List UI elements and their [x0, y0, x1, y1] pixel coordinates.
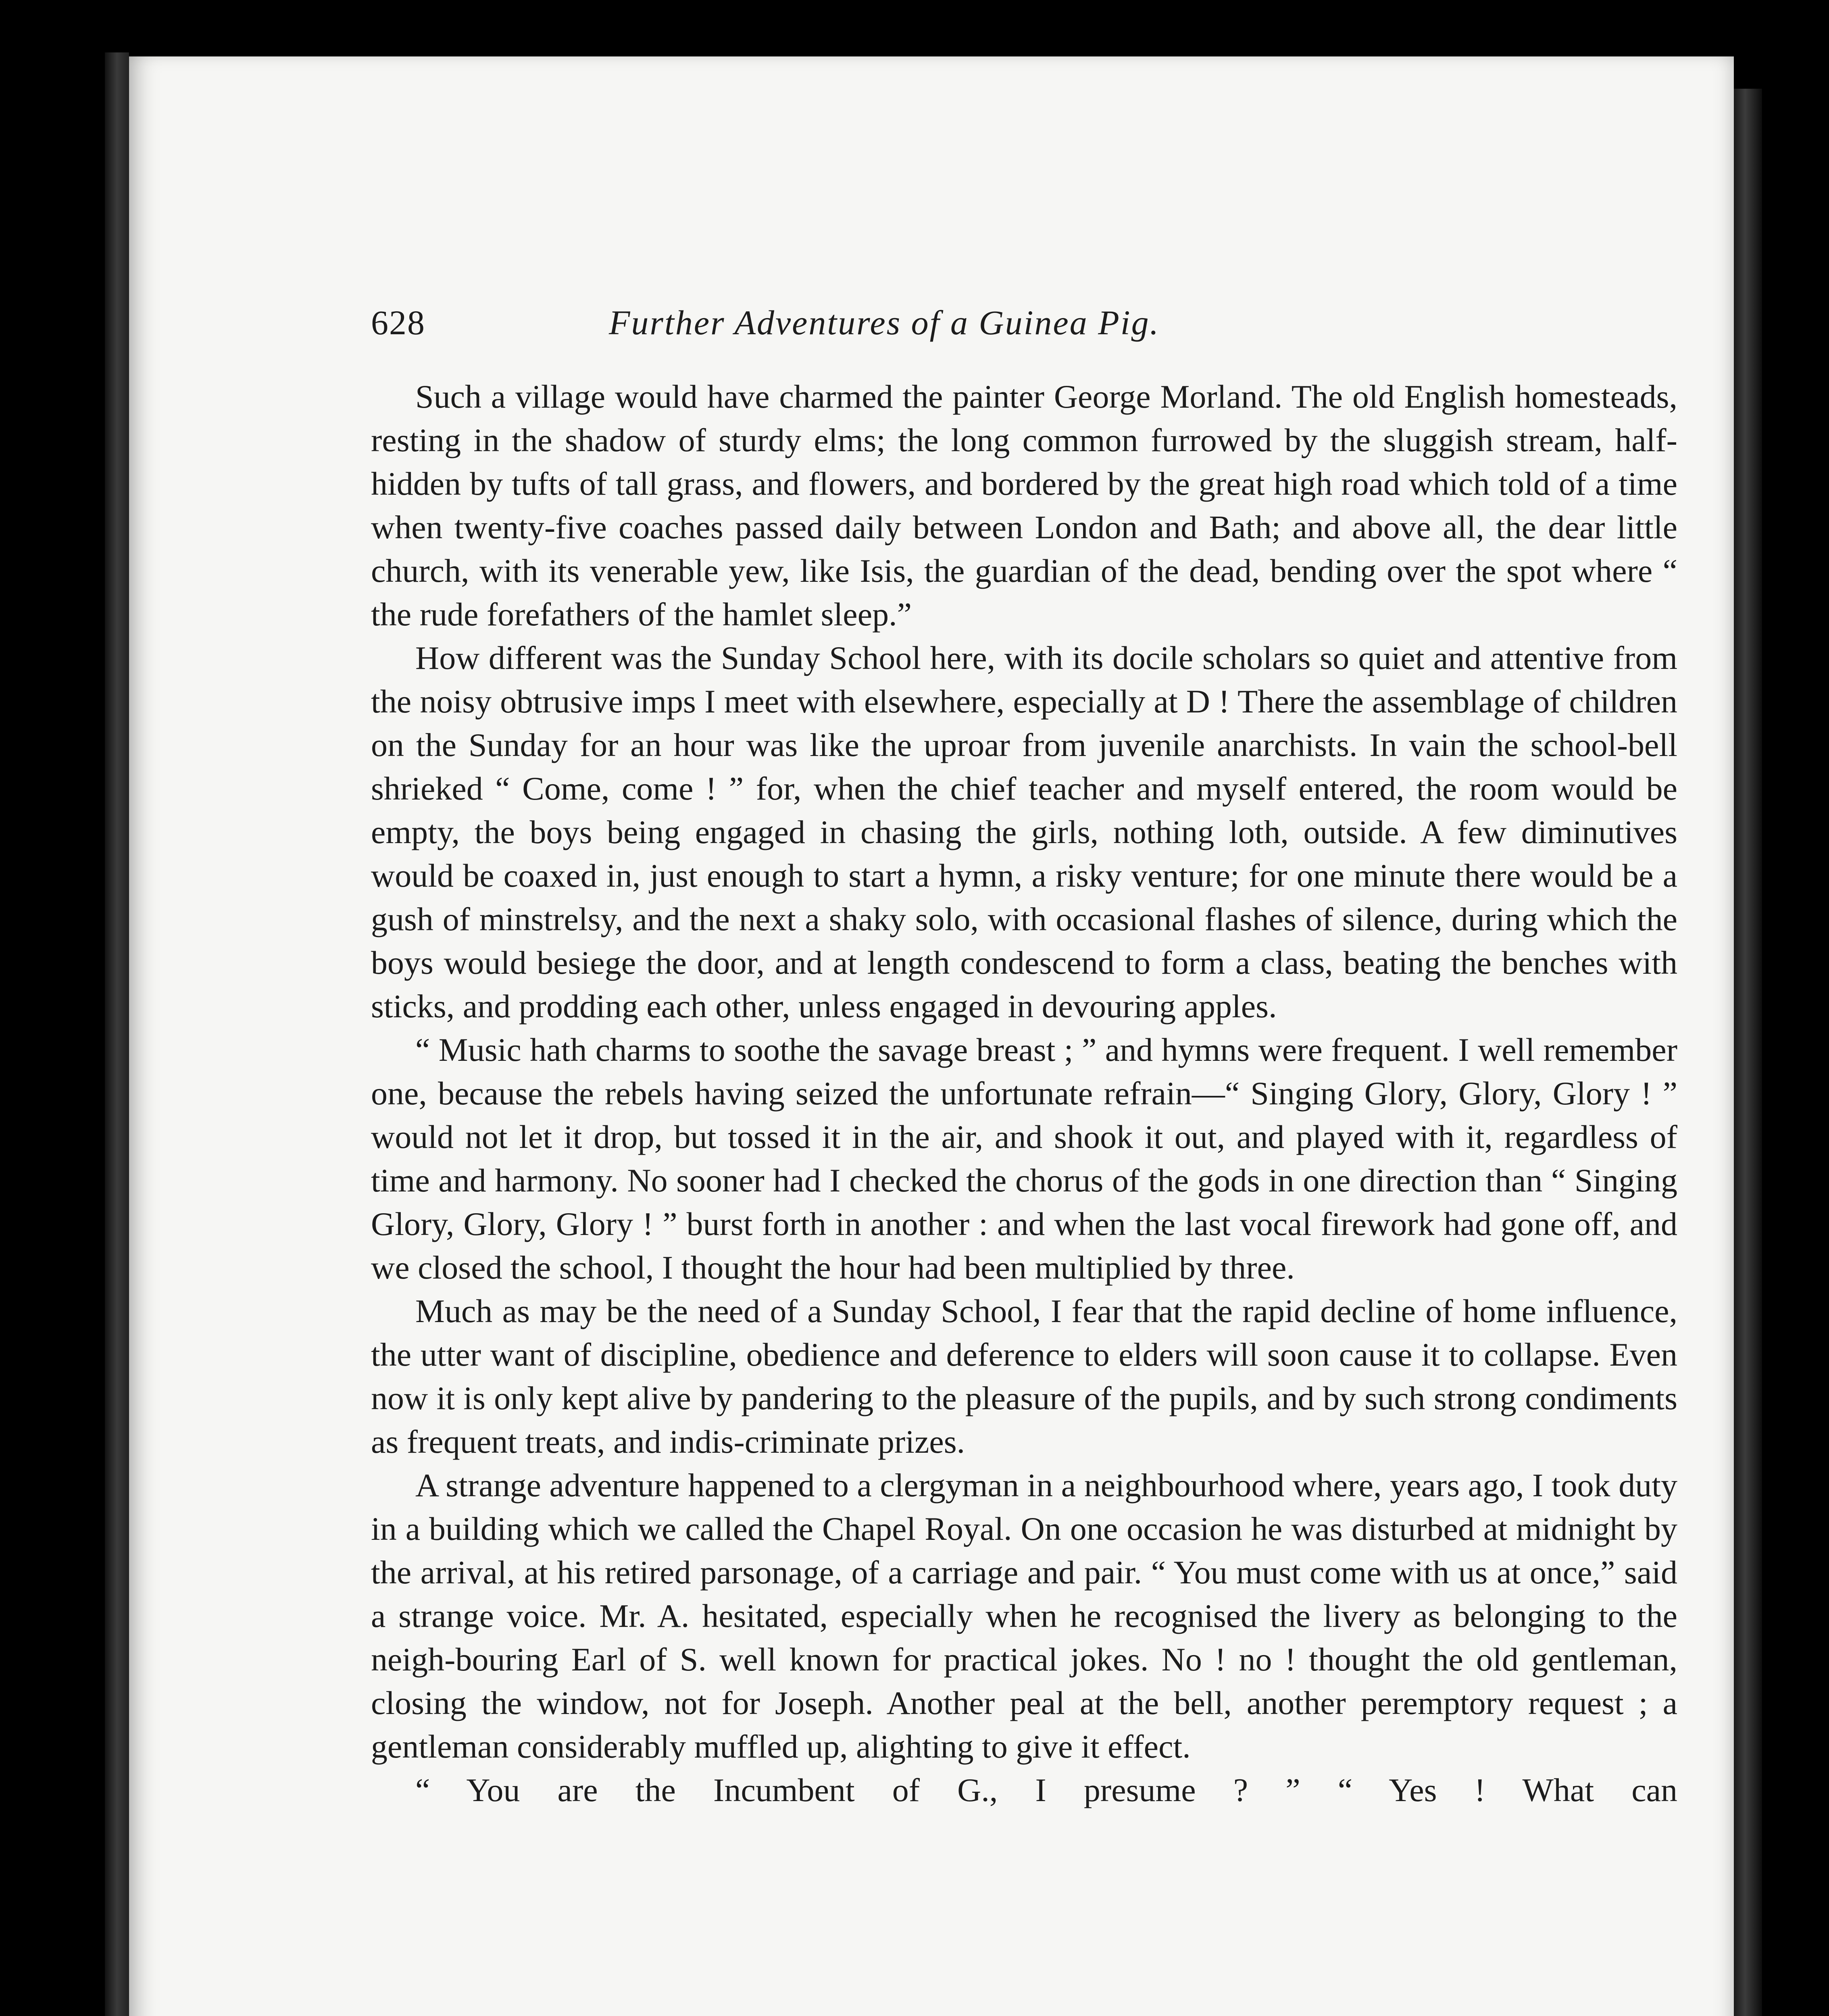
page-binding-edge: [105, 52, 129, 2016]
text-block: [371, 282, 1677, 1812]
page-fore-edge: [1734, 89, 1762, 2016]
paragraph-music: “ Music hath charms to soothe the savage breast ; ” and hymns were frequent. I well remember one, because the rebels having seized the unfortunate refrain—“ Singing Glory, Glory, Glory ! ” would not let it drop, but tossed it in the air, and shook it out, and played with it, regardless of time and harmony. No sooner had I checked the chorus of the gods in one direction than “ Singing Glory, Glory, Glory ! ” burst forth in another : and when the last vocal firework had gone off, and we closed the school, I thought the hour had been multiplied by three.: [371, 1031, 1677, 1286]
paragraph-village: Such a village would have charmed the painter George Morland. The old English homesteads, resting in the shadow of sturdy elms; the long common furrowed by the sluggish stream, half-hidden by tufts of tall grass, and flowers, and bordered by the great high road which told of a time when twenty-five coaches passed daily between London and Bath; and above all, the dear little church, with its venerable yew, like Isis, the guardian of the dead, bending over the spot where “ the rude forefathers of the hamlet sleep.”: [371, 378, 1677, 633]
paragraph-sunday-school: How different was the Sunday School here, with its docile scholars so quiet and attentive from the noisy obtrusive imps I meet with elsewhere, especially at D ! There the assemblage of children on the Sunday for an hour was like the uproar from juvenile anarchists. In vain the school-bell shrieked “ Come, come ! ” for, when the chief teacher and myself entered, the room would be empty, the boys being engaged in chasing the girls, nothing loth, outside. A few diminutives would be coaxed in, just enough to start a hymn, a risky venture; for one minute there would be a gush of minstrelsy, and the next a shaky solo, with occasional flashes of silence, during which the boys would besiege the door, and at length condescend to form a class, beating the benches with sticks, and prodding each other, unless engaged in devouring apples.: [371, 639, 1677, 1025]
book-page: [129, 56, 1734, 2016]
body-text: [371, 375, 1677, 1812]
running-title: Further Adventures of a Guinea Pig.: [609, 303, 1160, 342]
running-head: [371, 282, 1677, 363]
paragraph-strange-adventure: A strange adventure happened to a clergyman in a neighbourhood where, years ago, I took duty in a building which we called the Chapel Royal. On one occasion he was disturbed at midnight by the arrival, at his retired parsonage, of a carriage and pair. “ You must come with us at once,” said a strange voice. Mr. A. hesitated, especially when he recognised the livery as belonging to the neigh-bouring Earl of S. well known for practical jokes. No ! no ! thought the old gentleman, closing the window, not for Joseph. Another peal at the bell, another peremptory request ; a gentleman considerably muffled up, alighting to give it effect.: [371, 1467, 1677, 1765]
page-number: 628: [371, 303, 425, 342]
paragraph-incumbent: “ You are the Incumbent of G., I presume ? ” “ Yes ! What can: [415, 1772, 1677, 1808]
paragraph-decline: Much as may be the need of a Sunday School, I fear that the rapid decline of home influence, the utter want of discipline, obedience and deference to elders will soon cause it to collapse. Even now it is only kept alive by pandering to the pleasure of the pupils, and by such strong condiments as frequent treats, and indis-criminate prizes.: [371, 1293, 1677, 1460]
